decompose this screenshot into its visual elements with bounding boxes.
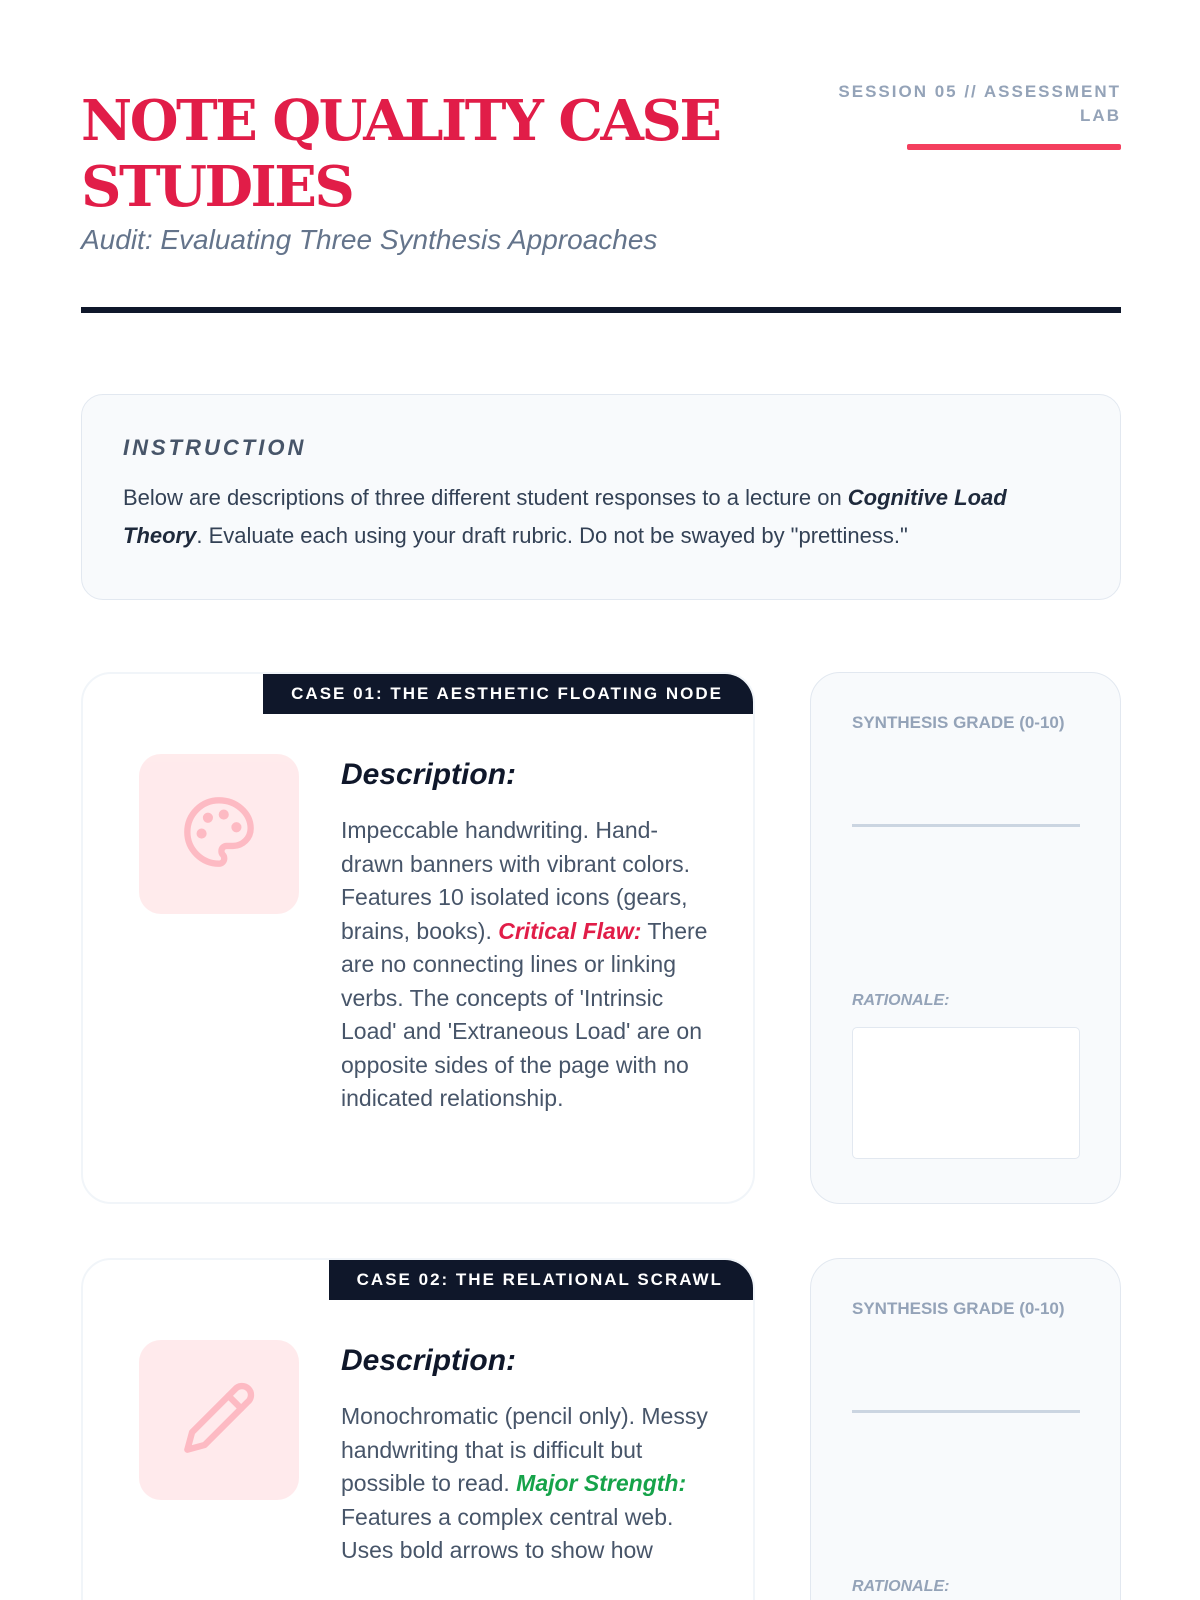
instruction-text-end: . Evaluate each using your draft rubric. Do not be swayed by "prettiness." — [196, 523, 908, 548]
synthesis-grade-label: SYNTHESIS GRADE (0-10) — [852, 1299, 1065, 1318]
grading-panel — [810, 672, 1121, 1204]
synthesis-grade-input[interactable] — [852, 1410, 1080, 1413]
page-header — [81, 82, 1121, 256]
description-text — [341, 1400, 711, 1568]
header-divider — [81, 307, 1121, 313]
rationale-label: RATIONALE: — [852, 992, 950, 1009]
description-text — [341, 814, 711, 1116]
instruction-text — [123, 479, 1079, 555]
palette-icon — [181, 794, 257, 875]
case-icon-tile — [139, 754, 299, 914]
description-heading: Description: — [341, 1344, 517, 1377]
description-text-start: Impeccable handwriting. Hand-drawn banners with vibrant colors. Features 10 isolated icons (gears, brains, books). — [341, 817, 690, 944]
case-icon-tile — [139, 1340, 299, 1500]
synthesis-grade-label: SYNTHESIS GRADE (0-10) — [852, 713, 1065, 732]
description-text-start: Monochromatic (pencil only). Messy handwriting that is difficult but possible to read. — [341, 1403, 708, 1496]
session-label: SESSION 05 // ASSESSMENT LAB — [838, 82, 1121, 125]
synthesis-grade-input[interactable] — [852, 824, 1080, 827]
instruction-heading: INSTRUCTION — [123, 435, 307, 460]
grading-panel — [810, 1258, 1121, 1600]
case-card — [81, 672, 755, 1204]
rationale-field[interactable] — [852, 1027, 1080, 1159]
critical-flaw-label: Critical Flaw: — [498, 917, 642, 944]
case-tag: CASE 01: THE AESTHETIC FLOATING NODE — [263, 674, 753, 714]
rationale-label: RATIONALE: — [852, 1578, 950, 1595]
major-strength-label: Major Strength: — [516, 1470, 687, 1496]
case-card — [81, 1258, 755, 1600]
page-title: NOTE QUALITY CASE STUDIES — [81, 88, 720, 220]
instruction-emphasis: Cognitive Load Theory — [123, 485, 1007, 548]
session-accent-bar — [907, 144, 1121, 150]
description-text-end: Features a complex central web. Uses bold arrows to show how — [341, 1503, 674, 1563]
case-description — [341, 1344, 711, 1568]
description-heading: Description: — [341, 758, 517, 791]
case-tag: CASE 02: THE RELATIONAL SCRAWL — [329, 1260, 753, 1300]
description-text-end: There are no connecting lines or linking verbs. The concepts of 'Intrinsic Load' and 'Extraneous Load' are on opposite sides of the page with no indicated relationship. — [341, 917, 708, 1111]
instruction-panel — [81, 394, 1121, 600]
pencil-icon — [181, 1380, 257, 1461]
page-subtitle: Audit: Evaluating Three Synthesis Approaches — [81, 224, 658, 255]
instruction-text-start: Below are descriptions of three different student responses to a lecture on — [123, 485, 848, 510]
case-description — [341, 758, 711, 1116]
